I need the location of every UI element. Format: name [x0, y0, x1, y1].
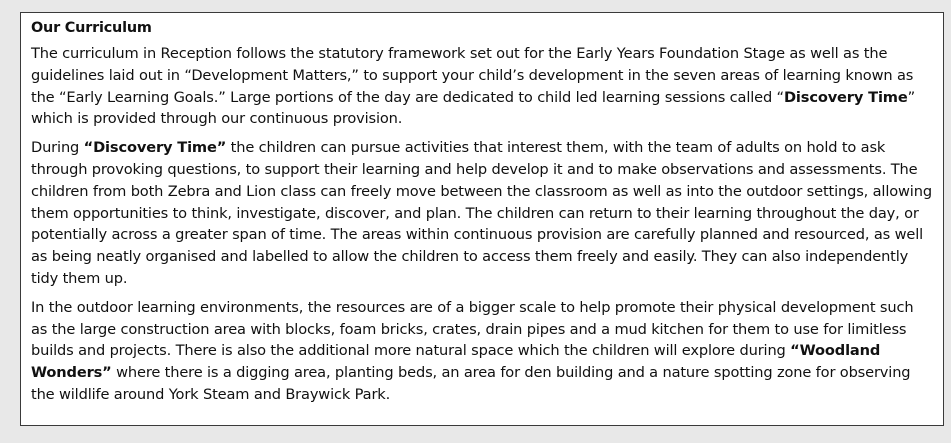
paragraph-discovery-time: [31, 137, 933, 290]
paragraph-outdoor-bold: “Woodland Wonders”: [31, 342, 881, 382]
paragraph-intro-text-a: The curriculum in Reception follows the statutory framework set out for the Early Years Foundation Stage as well as the guidelines laid out in “Development Matters,” to support your child’s development in the seven areas of learning known as the “Early Learning Goals.” Large portions of the day are dedicated to child led learning sessions called “: [31, 45, 914, 106]
paragraph-outdoor-text-b: where there is a digging area, planting beds, an area for den building and a nature spotting zone for observing the wildlife around York Steam and Braywick Park.: [31, 364, 911, 403]
paragraph-intro: [31, 43, 933, 130]
paragraph-intro-bold: Discovery Time: [783, 88, 908, 106]
paragraph-discovery-text-b: the children can pursue activities that interest them, with the team of adults on hold to ask through provoking questions, to support their learning and help develop it and to make observations and assessments. The children from both Zebra and Lion class can freely move between the classroom as well as into the outdoor settings, allowing them opportunities to think, investigate, discover, and plan. The children can return to their learning throughout the day, or potentially across a greater span of time. The areas within continuous provision are carefully planned and resourced, as well as being neatly organised and labelled to allow the children to access them freely and easily. They can also independently tidy them up.: [31, 139, 932, 287]
paragraph-intro-text-b: ” which is provided through our continuous provision.: [31, 88, 916, 128]
curriculum-panel: [20, 12, 944, 426]
paragraph-discovery-text-a: During: [31, 139, 84, 157]
paragraph-discovery-bold: “Discovery Time”: [83, 139, 227, 157]
paragraph-outdoor-text-a: In the outdoor learning environments, the resources are of a bigger scale to help promote their physical development such as the large construction area with blocks, foam bricks, crates, drain pipes and a mud kitchen for them to use for limitless builds and projects. There is also the additional more natural space which the children will explore during: [31, 298, 914, 360]
paragraph-outdoor: [31, 297, 933, 406]
section-heading: Our Curriculum: [31, 20, 152, 36]
